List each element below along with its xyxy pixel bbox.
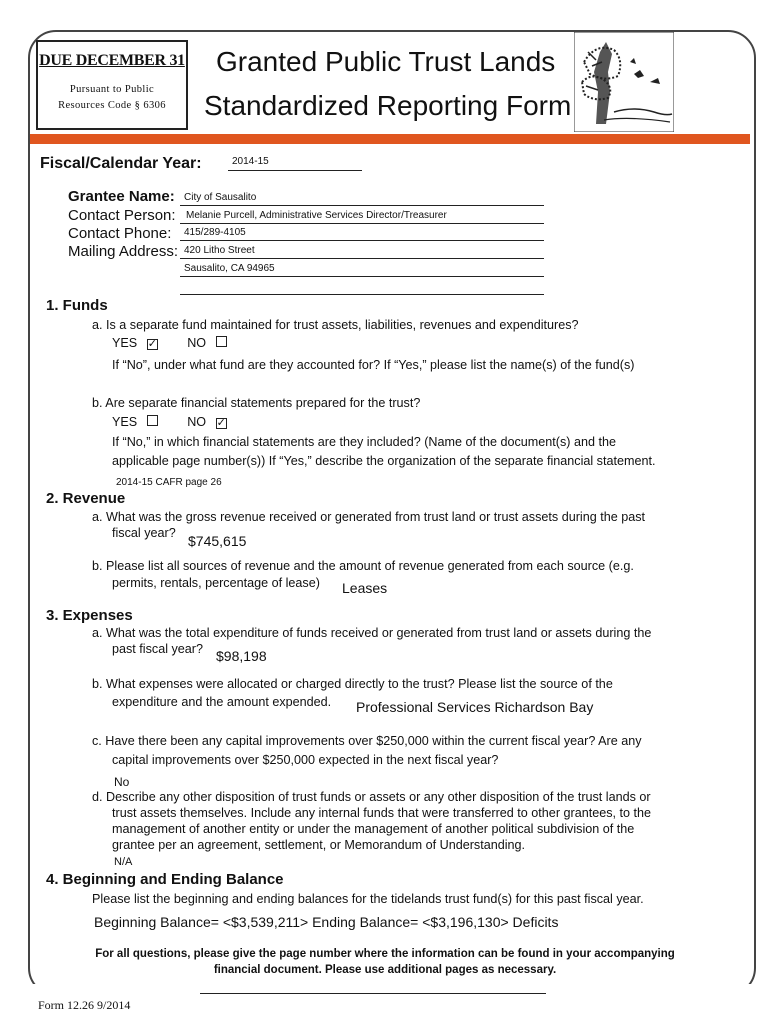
due-date-title: DUE DECEMBER 31	[39, 52, 185, 69]
funds-b-followup-line1: If “No,” in which financial statements are they included? (Name of the document(s) and the	[112, 435, 617, 449]
funds-b-followup-line2: applicable page number(s)) If “Yes,” describe the organization of the separate financial statement.	[112, 454, 656, 468]
grantee-name-label: Grantee Name:	[68, 188, 175, 205]
funds-a-yes-checkbox[interactable]: ✓	[147, 338, 157, 350]
expenses-question-b-line2: expenditure and the amount expended.	[112, 695, 332, 709]
tree-logo-icon	[574, 32, 674, 132]
form-title-line2: Standardized Reporting Form	[204, 90, 572, 121]
funds-b-yes-label: YES	[112, 415, 138, 429]
grantee-name-value[interactable]: City of Sausalito	[184, 192, 257, 203]
expenses-question-d-line4: grantee per an agreement, settlement, or Memorandum of Understanding.	[112, 838, 526, 852]
funds-b-no-checkbox[interactable]: ✓	[216, 417, 226, 429]
revenue-question-a-line1: a. What was the gross revenue received or generated from trust land or trust assets during the past	[92, 510, 646, 524]
section-balance-heading: 4. Beginning and Ending Balance	[46, 871, 284, 888]
expenses-question-d-line2: trust assets themselves. Include any internal funds that were transferred to other grantees, to the	[112, 806, 652, 820]
due-citation-line2: Resources Code § 6306	[58, 100, 166, 111]
grantee-name-underline	[180, 205, 544, 206]
contact-phone-label: Contact Phone:	[68, 225, 172, 242]
header-accent-bar	[30, 134, 750, 144]
funds-question-a: a. Is a separate fund maintained for trust assets, liabilities, revenues and expenditures?	[92, 318, 579, 332]
expenses-question-a-line2: past fiscal year?	[112, 642, 203, 656]
expenses-question-c-line2: capital improvements over $250,000 expected in the next fiscal year?	[112, 753, 499, 767]
fiscal-year-value[interactable]: 2014-15	[232, 156, 269, 167]
section-expenses-heading: 3. Expenses	[46, 607, 133, 624]
funds-a-no-label: NO	[187, 336, 207, 350]
expenses-b-answer[interactable]: Professional Services Richardson Bay	[356, 699, 594, 715]
funds-b-yes-option[interactable]	[112, 413, 227, 431]
mailing-address-line2[interactable]: Sausalito, CA 94965	[184, 263, 275, 274]
funds-b-no-label: NO	[187, 415, 207, 429]
mailing-address-underline3	[180, 294, 544, 295]
expenses-question-c-line1: c. Have there been any capital improvements over $250,000 within the current fiscal year? Are any	[92, 734, 642, 748]
form-title-line1: Granted Public Trust Lands	[216, 46, 556, 77]
contact-person-underline	[180, 223, 544, 224]
due-citation-line1: Pursuant to Public	[69, 84, 155, 95]
fiscal-year-underline	[228, 170, 362, 171]
footer-note-line1: For all questions, please give the page number where the information can be found in your accompanying	[95, 948, 675, 960]
contact-phone-value[interactable]: 415/289-4105	[184, 227, 246, 238]
expenses-question-b-line1: b. What expenses were allocated or charged directly to the trust? Please list the source of the	[92, 677, 613, 691]
mailing-address-label: Mailing Address:	[68, 243, 179, 260]
due-date-box	[36, 40, 188, 130]
revenue-question-a-line2: fiscal year?	[112, 526, 176, 540]
expenses-question-a-line1: a. What was the total expenditure of funds received or generated from trust land or assets during the	[92, 626, 652, 640]
mailing-address-underline2	[180, 276, 544, 277]
balance-answer[interactable]: Beginning Balance= <$3,539,211> Ending Balance= <$3,196,130> Deficits	[94, 914, 559, 930]
funds-a-followup: If “No”, under what fund are they accounted for? If “Yes,” please list the name(s) of the fund(s)	[112, 358, 635, 372]
revenue-question-b-line2: permits, rentals, percentage of lease)	[112, 576, 320, 590]
revenue-question-b-line1: b. Please list all sources of revenue and the amount of revenue generated from each source (e.g.	[92, 559, 634, 573]
contact-phone-underline	[180, 240, 544, 241]
funds-a-no-checkbox[interactable]	[216, 336, 227, 347]
funds-b-yes-checkbox[interactable]	[147, 415, 158, 426]
mailing-address-underline1	[180, 258, 544, 259]
expenses-c-answer[interactable]: No	[114, 775, 130, 789]
revenue-b-answer[interactable]: Leases	[342, 580, 388, 596]
revenue-a-answer[interactable]: $745,615	[188, 533, 247, 549]
contact-person-value[interactable]: Melanie Purcell, Administrative Services Director/Treasurer	[186, 210, 447, 221]
funds-question-b: b. Are separate financial statements prepared for the trust?	[92, 396, 421, 410]
expenses-a-answer[interactable]: $98,198	[216, 648, 267, 664]
expenses-question-d-line3: management of another entity or under the management of another political subdivision of the	[112, 822, 635, 836]
expenses-question-d-line1: d. Describe any other disposition of trust funds or assets or any other disposition of the trust lands or	[92, 790, 651, 804]
fiscal-year-label: Fiscal/Calendar Year:	[40, 155, 202, 172]
footer-note-line2: financial document. Please use additional pages as necessary.	[213, 964, 557, 976]
expenses-d-answer[interactable]: N/A	[114, 856, 133, 868]
balance-instruction: Please list the beginning and ending balances for the tidelands trust fund(s) for this past fiscal year.	[92, 892, 644, 906]
funds-a-yes-label: YES	[112, 336, 138, 350]
section-funds-heading: 1. Funds	[46, 297, 108, 314]
section-revenue-heading: 2. Revenue	[46, 490, 126, 507]
funds-a-yes-option[interactable]	[112, 334, 227, 352]
mailing-address-line1[interactable]: 420 Litho Street	[184, 245, 255, 256]
funds-b-answer[interactable]: 2014-15 CAFR page 26	[116, 477, 222, 488]
form-id: Form 12.26 9/2014	[38, 998, 131, 1012]
contact-person-label: Contact Person:	[68, 207, 176, 224]
footer-signature-line	[200, 993, 546, 994]
